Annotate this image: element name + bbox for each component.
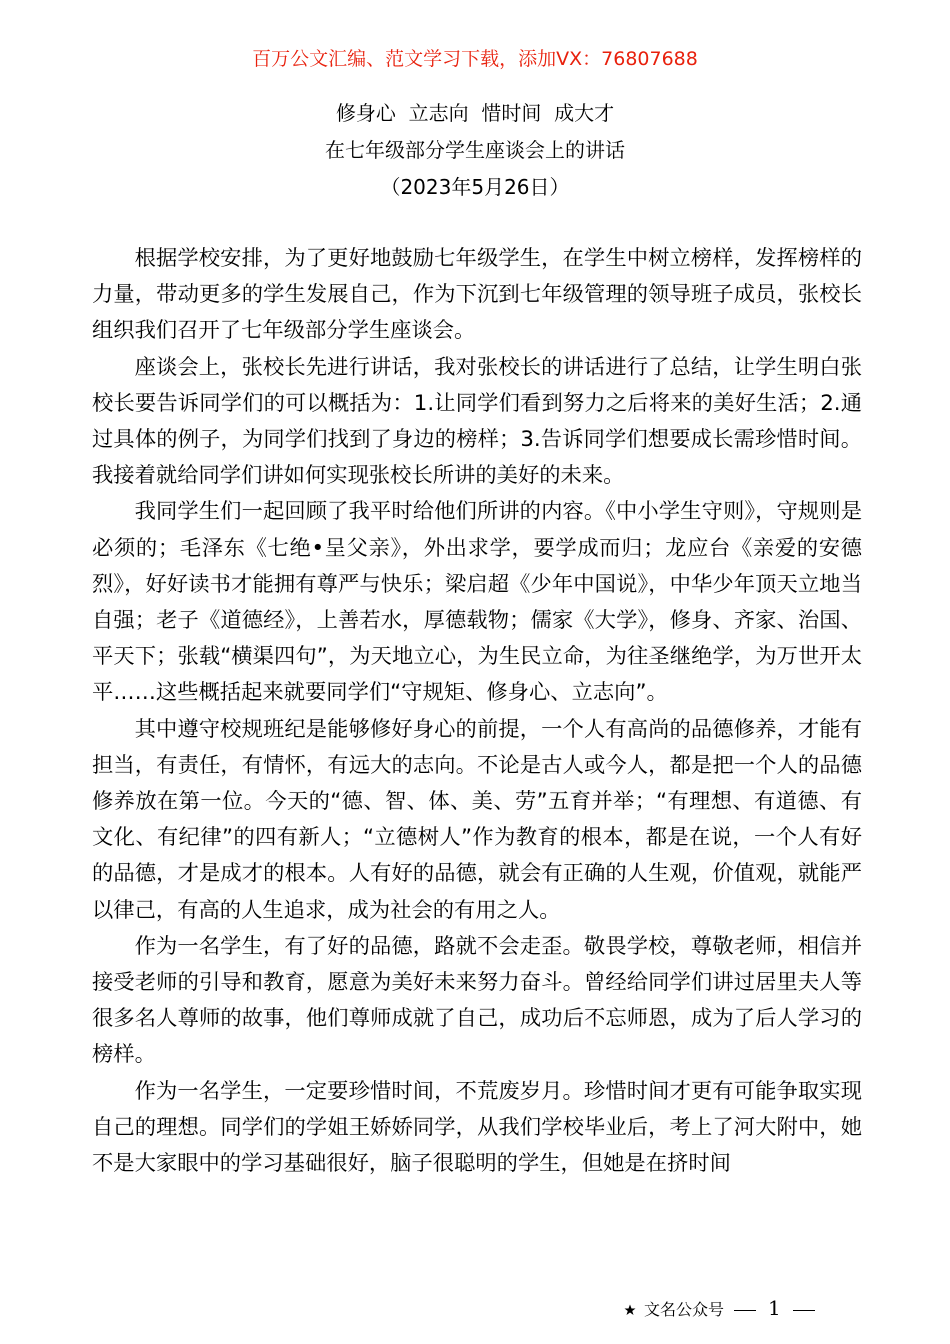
page-footer [624,1293,854,1323]
star-icon [624,1304,636,1316]
title-block [0,95,950,206]
footer-dash-right [793,1310,815,1311]
speech-subtitle: 在七年级部分学生座谈会上的讲话 [325,138,625,162]
promo-banner: 百万公文汇编、范文学习下载，添加VX：76807688 [252,48,698,70]
paragraph: 作为一名学生，一定要珍惜时间，不荒废岁月。珍惜时间才更有可能争取实现自己的理想。同学们的学姐王娇娇同学，从我们学校毕业后，考上了河大附中，她不是大家眼中的学习基础很好，脑子很聪明的学生，但她是在挤时间 [92,1078,862,1177]
paragraph: 我同学生们一起回顾了我平时给他们所讲的内容。《中小学生守则》，守规则是必须的；毛泽东《七绝•呈父亲》，外出求学，要学成而归；龙应台《亲爱的安德烈》，好好读书才能拥有尊严与快乐；梁启超《少年中国说》，中华少年顶天立地当自强；老子《道德经》，上善若水，厚德载物；儒家《大学》，修身、齐家、治国、平天下；张载“横渠四句”，为天地立心，为生民立命，为往圣继绝学，为万世开太平……这些概括起来就要同学们“守规矩、修身心、立志向”。 [92,499,862,706]
page-number: 1 [768,1296,781,1320]
speech-main-title: 修身心 立志向 惜时间 成大才 [335,101,615,125]
paragraph: 座谈会上，张校长先进行讲话，我对张校长的讲话进行了总结，让学生明白张校长要告诉同学们的可以概括为：1.让同学们看到努力之后将来的美好生活；2.通过具体的例子，为同学们找到了身边的榜样；3.告诉同学们想要成长需珍惜时间。我接着就给同学们讲如何实现张校长所讲的美好的未来。 [92,354,862,489]
speech-date: （2023年5月26日） [380,175,570,199]
speech-body [92,241,862,1182]
paragraph: 作为一名学生，有了好的品德，路就不会走歪。敬畏学校，尊敬老师，相信并接受老师的引导和教育，愿意为美好未来努力奋斗。曾经给同学们讲过居里夫人等很多名人尊师的故事，他们尊师成就了自己，成功后不忘师恩，成为了后人学习的榜样。 [92,933,862,1068]
footer-dash-left [734,1310,756,1311]
footer-label: 文名公众号 [644,1300,725,1319]
paragraph: 其中遵守校规班纪是能够修好身心的前提，一个人有高尚的品德修养，才能有担当，有责任，有情怀，有远大的志向。不论是古人或今人，都是把一个人的品德修养放在第一位。今天的“德、智、体、美、劳”五育并举；“有理想、有道德、有文化、有纪律”的四有新人；“立德树人”作为教育的根本，都是在说，一个人有好的品德，才是成才的根本。人有好的品德，就会有正确的人生观，价值观，就能严以律己，有高的人生追求，成为社会的有用之人。 [92,716,862,923]
paragraph: 根据学校安排，为了更好地鼓励七年级学生，在学生中树立榜样，发挥榜样的力量，带动更多的学生发展自己，作为下沉到七年级管理的领导班子成员，张校长组织我们召开了七年级部分学生座谈会。 [92,246,862,344]
